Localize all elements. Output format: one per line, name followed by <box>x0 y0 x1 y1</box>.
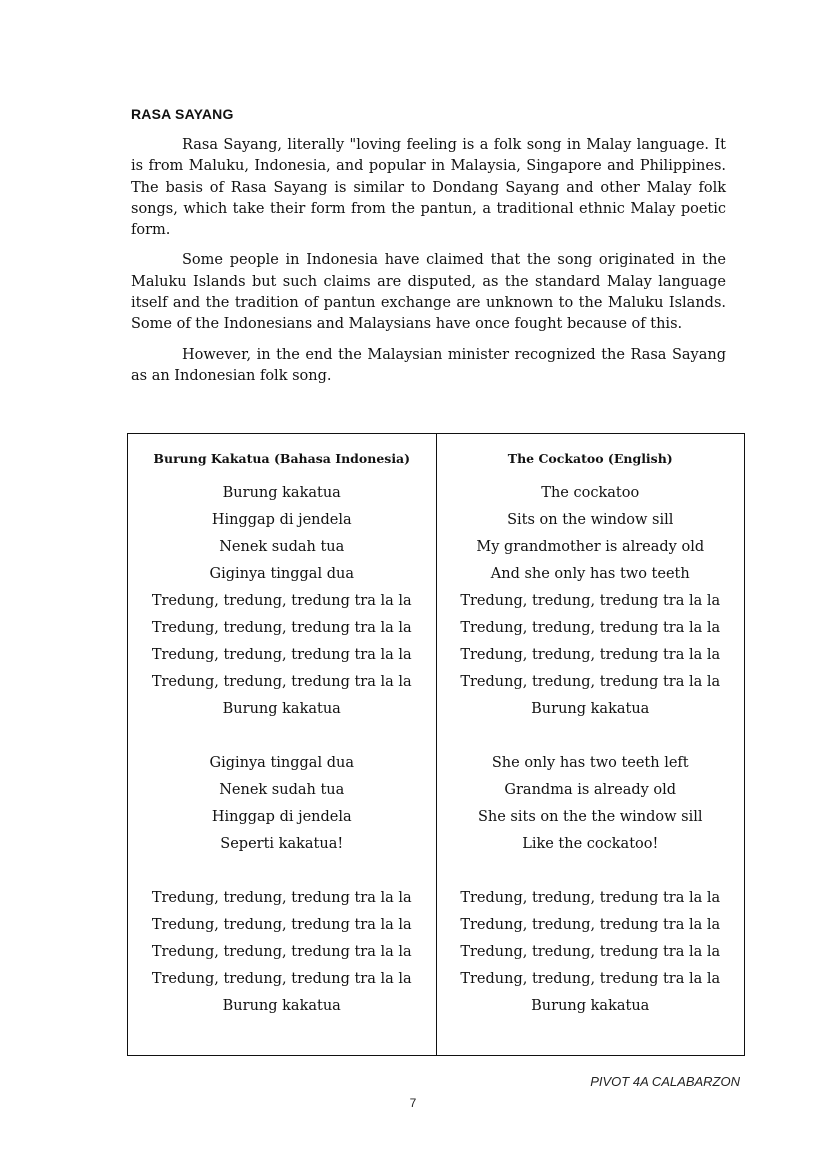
lyric-line: Burung kakatua <box>222 701 341 717</box>
column-header: Burung Kakatua (Bahasa Indonesia) <box>153 451 411 466</box>
lyric-line: Tredung, tredung, tredung tra la la <box>151 674 412 690</box>
stanza-break <box>437 725 745 752</box>
page-number: 7 <box>409 1096 417 1110</box>
lyric-line: Tredung, tredung, tredung tra la la <box>151 944 412 960</box>
verse-lines <box>437 482 745 1022</box>
lyric-line: Grandma is already old <box>504 782 677 798</box>
lyric-line: Tredung, tredung, tredung tra la la <box>151 890 412 906</box>
section-title: RASA SAYANG <box>131 106 234 122</box>
lyric-line: She only has two teeth left <box>491 755 689 771</box>
lyrics-column-indonesian <box>128 434 436 1055</box>
lyric-line: Tredung, tredung, tredung tra la la <box>460 890 721 906</box>
lyric-line: Sits on the window sill <box>507 512 674 528</box>
lyric-line: Tredung, tredung, tredung tra la la <box>460 647 721 663</box>
lyric-line: Giginya tinggal dua <box>209 566 354 582</box>
lyric-line: Tredung, tredung, tredung tra la la <box>460 620 721 636</box>
lyric-line: She sits on the the window sill <box>477 809 703 825</box>
column-header: The Cockatoo (English) <box>507 451 673 466</box>
lyric-line: The cockatoo <box>541 485 640 501</box>
stanza-break <box>128 860 436 887</box>
lyric-line: Burung kakatua <box>222 998 341 1014</box>
lyric-line: Tredung, tredung, tredung tra la la <box>460 971 721 987</box>
paragraph: Some people in Indonesia have claimed that the song originated in the Maluku Islands but such claims are disputed, as the standard Malay language itself and the tradition of pantun exchange are unknown to the Maluku Islands. Some of the Indonesians and Malaysians have once fought because of this. <box>131 252 726 333</box>
lyric-line: Hinggap di jendela <box>211 809 352 825</box>
lyric-line: Nenek sudah tua <box>219 782 345 798</box>
lyrics-table <box>127 433 745 1056</box>
footer-brand: PIVOT 4A CALABARZON <box>590 1074 740 1089</box>
lyric-line: Tredung, tredung, tredung tra la la <box>460 944 721 960</box>
lyric-line: Burung kakatua <box>531 701 650 717</box>
lyric-line: Burung kakatua <box>222 485 341 501</box>
stanza-break <box>128 725 436 752</box>
paragraph: However, in the end the Malaysian minister recognized the Rasa Sayang as an Indonesian folk song. <box>131 346 726 384</box>
stanza-break <box>437 860 745 887</box>
lyric-line: Like the cockatoo! <box>522 836 659 852</box>
lyric-line: Tredung, tredung, tredung tra la la <box>460 593 721 609</box>
lyric-line: Tredung, tredung, tredung tra la la <box>460 674 721 690</box>
lyric-line: Tredung, tredung, tredung tra la la <box>460 917 721 933</box>
lyric-line: And she only has two teeth <box>490 566 690 582</box>
lyric-line: Giginya tinggal dua <box>209 755 354 771</box>
lyrics-column-english <box>436 434 745 1055</box>
lyric-line: Seperti kakatua! <box>220 836 344 852</box>
lyric-line: Tredung, tredung, tredung tra la la <box>151 620 412 636</box>
lyric-line: Tredung, tredung, tredung tra la la <box>151 917 412 933</box>
body-text <box>131 135 726 396</box>
lyric-line: My grandmother is already old <box>476 539 705 555</box>
lyric-line: Tredung, tredung, tredung tra la la <box>151 647 412 663</box>
paragraph: Rasa Sayang, literally "loving feeling is a folk song in Malay language. It is from Maluku, Indonesia, and popular in Malaysia, Singapore and Philippines. The basis of Rasa Sayang is similar to Dondang Sayang and other Malay folk songs, which take their form from the pantun, a traditional ethnic Malay poetic form. <box>131 137 726 239</box>
lyric-line: Tredung, tredung, tredung tra la la <box>151 971 412 987</box>
lyric-line: Tredung, tredung, tredung tra la la <box>151 593 412 609</box>
lyric-line: Burung kakatua <box>531 998 650 1014</box>
lyric-line: Nenek sudah tua <box>219 539 345 555</box>
verse-lines <box>128 482 436 1022</box>
lyric-line: Hinggap di jendela <box>211 512 352 528</box>
